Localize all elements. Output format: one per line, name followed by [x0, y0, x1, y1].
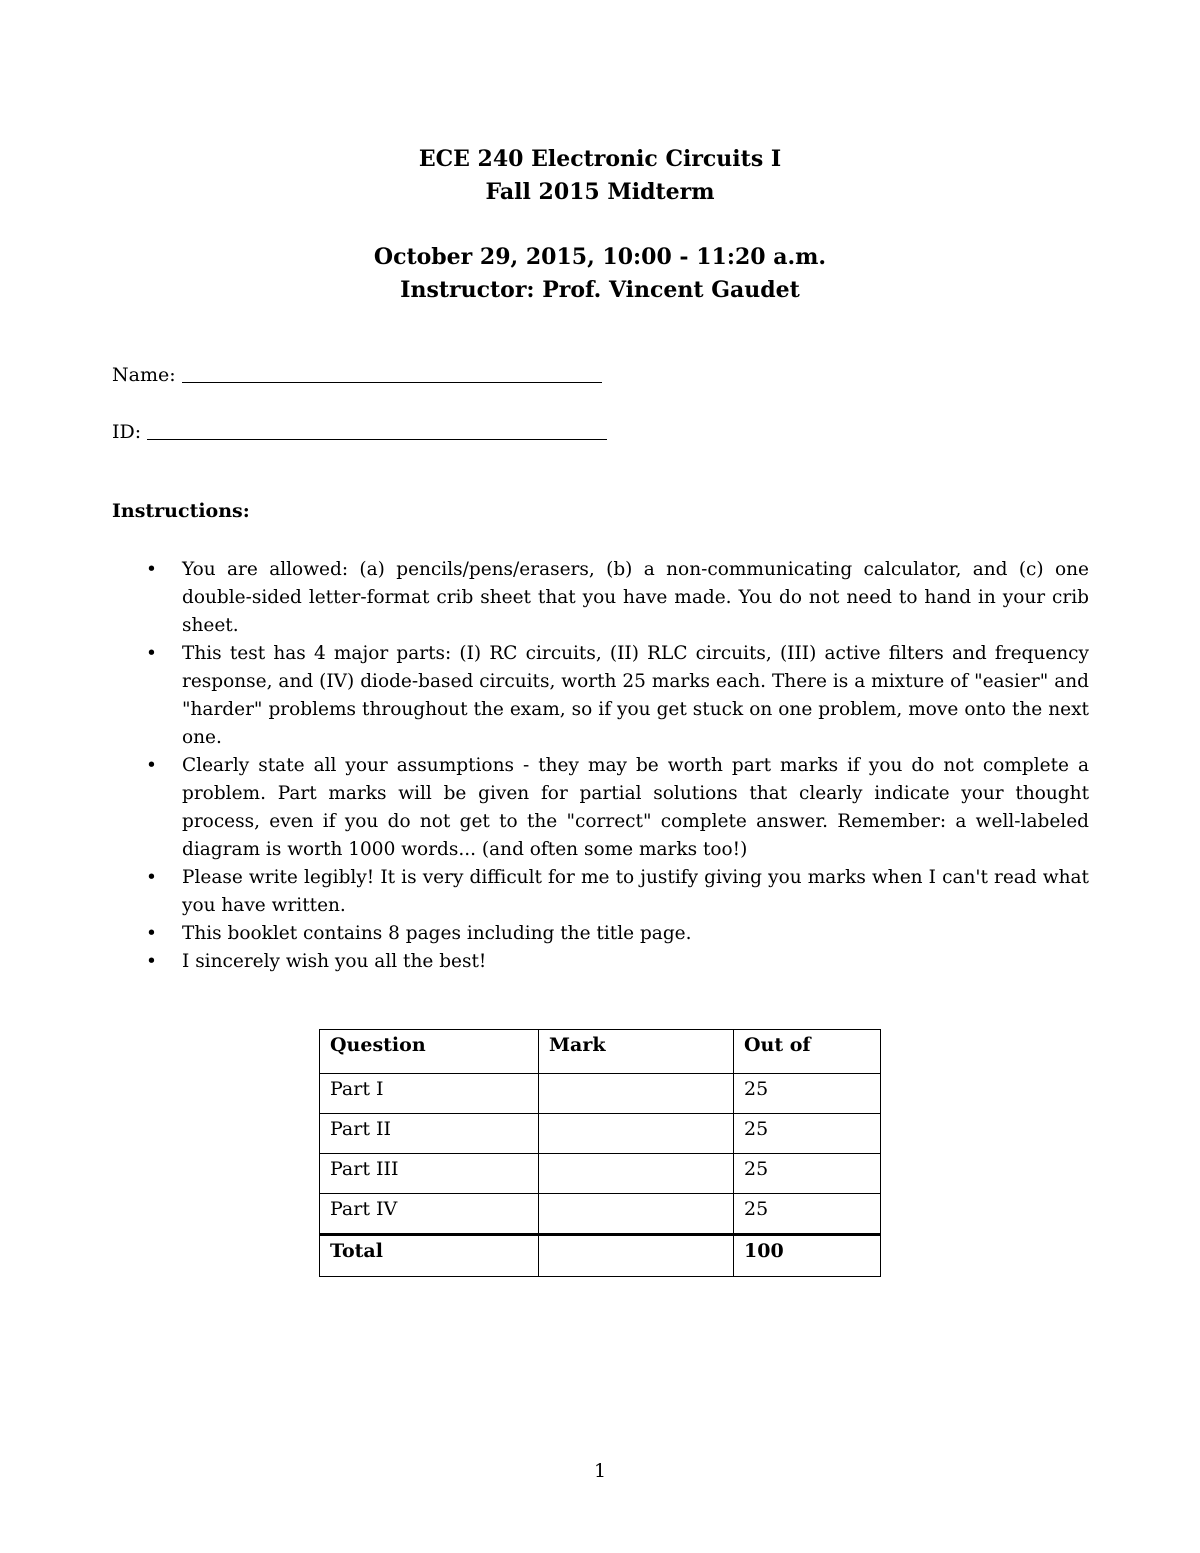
id-blank-line[interactable] [147, 438, 607, 440]
exam-datetime: October 29, 2015, 10:00 - 11:20 a.m. [373, 244, 827, 270]
cell-out-of: 25 [734, 1154, 881, 1194]
instruction-text: Please write legibly! It is very difficult for me to justify giving you marks when I can't read what you have written. [182, 867, 1089, 916]
page-number: 1 [593, 1460, 607, 1482]
instruction-text: This test has 4 major parts: (I) RC circuits, (II) RLC circuits, (III) active filters and frequency response, and (IV) diode-based circuits, worth 25 marks each. There is a mixture of "easier" and "harder" problems throughout the exam, so if you get stuck on one problem, move onto the next one. [182, 643, 1089, 748]
table-row [320, 1114, 881, 1154]
instruction-text: This booklet contains 8 pages including the title page. [182, 923, 692, 944]
bullet-icon: • [146, 867, 157, 888]
header-mark: Mark [539, 1030, 734, 1074]
list-item [112, 864, 1089, 920]
instruction-text: I sincerely wish you all the best! [182, 951, 487, 972]
exam-title: Fall 2015 Midterm [485, 179, 715, 205]
name-blank-line[interactable] [182, 381, 602, 383]
marks-table [319, 1029, 881, 1277]
cell-question: Part III [320, 1154, 539, 1194]
cell-out-of: 25 [734, 1074, 881, 1114]
table-row [320, 1154, 881, 1194]
list-item [112, 948, 1089, 976]
instruction-text: You are allowed: (a) pencils/pens/erasers, (b) a non-communicating calculator, and (c) one double-sided letter-format crib sheet that you have made. You do not need to hand in your crib sheet. [182, 559, 1089, 636]
cell-out-of: 25 [734, 1194, 881, 1235]
instructions-heading: Instructions: [112, 500, 250, 522]
bullet-icon: • [146, 755, 157, 776]
id-label: ID: [112, 421, 142, 443]
header-out-of: Out of [734, 1030, 881, 1074]
bullet-icon: • [146, 923, 157, 944]
table-header-row [320, 1030, 881, 1074]
list-item [112, 640, 1089, 752]
instructions-list [112, 556, 1089, 976]
table-row [320, 1194, 881, 1235]
cell-question: Part IV [320, 1194, 539, 1235]
list-item [112, 556, 1089, 640]
title-block [0, 143, 1200, 307]
total-row [320, 1235, 881, 1277]
cell-mark[interactable] [539, 1194, 734, 1235]
instructor-line: Instructor: Prof. Vincent Gaudet [400, 277, 800, 303]
cell-out-of: 25 [734, 1114, 881, 1154]
cell-question: Part I [320, 1074, 539, 1114]
id-field [112, 421, 607, 443]
bullet-icon: • [146, 951, 157, 972]
name-label: Name: [112, 364, 176, 386]
cell-mark[interactable] [539, 1154, 734, 1194]
course-title: ECE 240 Electronic Circuits I [418, 146, 782, 172]
instruction-text: Clearly state all your assumptions - they may be worth part marks if you do not complete a problem. Part marks will be given for partial solutions that clearly indicate your thought process, even if you do not get to the "correct" complete answer. Remember: a well-labeled diagram is worth 1000 words... (and often some marks too!) [182, 755, 1089, 860]
list-item [112, 920, 1089, 948]
cell-question: Part II [320, 1114, 539, 1154]
cell-mark[interactable] [539, 1114, 734, 1154]
bullet-icon: • [146, 643, 157, 664]
header-question: Question [320, 1030, 539, 1074]
table-row [320, 1074, 881, 1114]
cell-total-out-of: 100 [734, 1235, 881, 1277]
cell-total-mark[interactable] [539, 1235, 734, 1277]
bullet-icon: • [146, 559, 157, 580]
name-field [112, 364, 602, 386]
list-item [112, 752, 1089, 864]
cell-total-label: Total [320, 1235, 539, 1277]
cell-mark[interactable] [539, 1074, 734, 1114]
